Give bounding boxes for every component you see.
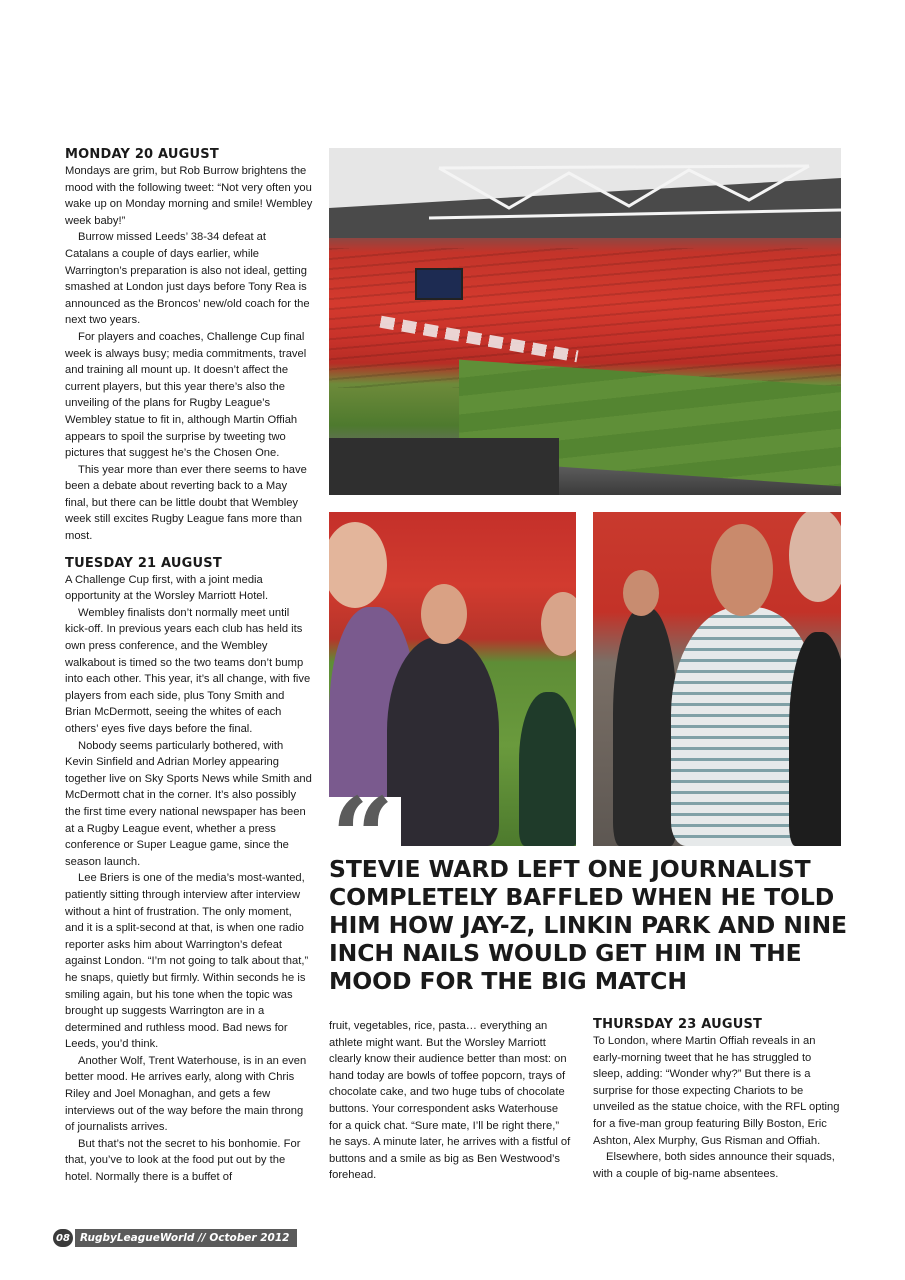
thursday-heading: THURSDAY 23 AUGUST bbox=[593, 1017, 763, 1032]
press-box-desks bbox=[329, 438, 559, 495]
footer-bar bbox=[75, 1229, 297, 1247]
thursday-paragraph-1: To London, where Martin Offiah reveals in an early-morning tweet that he has struggled to sleep, adding: “Wonder why?” But there is a surprise for those expecting Chariots to be unveiled as the statue choice, with the RFL opting for a five-man group featuring Billy Boston, Eric Ashton, Alex Murphy, Gus Risman and Offiah. bbox=[593, 1035, 840, 1147]
monday-paragraph-3: For players and coaches, Challenge Cup final week is always busy; media commitments, travel and training all mount up. It doesn’t affect the current players, but this year there’s also the unveiling of the plans for Rugby League’s Wembley statue to fit in, although Martin Offiah appears to spoil the surprise by tweeting two pictures that suggest he’s the Chosen One. bbox=[65, 330, 307, 460]
tuesday-heading: TUESDAY 21 AUGUST bbox=[65, 555, 222, 571]
monday-paragraph-2: Burrow missed Leeds’ 38-34 defeat at Catalans a couple of days earlier, while Warrington’s preparation is also not ideal, getting smashed at London just days before Tony Rea is announced as the Broncos’ new/old coach for the next two years. bbox=[65, 231, 310, 327]
stadium-roof-graphic bbox=[329, 148, 841, 238]
player-head bbox=[421, 584, 467, 644]
journalist-left-head bbox=[329, 522, 387, 608]
quote-mark-glyph: “ bbox=[331, 773, 395, 902]
tuesday-paragraph-1: A Challenge Cup first, with a joint media opportunity at the Worsley Marriott Hotel. bbox=[65, 573, 269, 603]
issue-date: October 2012 bbox=[209, 1232, 290, 1244]
pull-quote-text: STEVIE WARD LEFT ONE JOURNALIST COMPLETELY BAFFLED WHEN HE TOLD HIM HOW JAY-Z, LINKIN PARK AND NINE INCH NAILS WOULD GET HIM IN THE MOOD FOR THE BIG MATCH bbox=[329, 855, 847, 995]
thursday-paragraph-2: Elsewhere, both sides announce their squads, with a couple of big-name absentees. bbox=[593, 1151, 835, 1180]
footer-separator: // bbox=[194, 1232, 210, 1244]
middle-paragraph: fruit, vegetables, rice, pasta… everything an athlete might want. But the Worsley Marriott clearly know their audience better than most: on hand today are bowls of toffee popcorn, trays of chocolate cake, and two huge tubs of chocolate buttons. Your correspondent asks Waterhouse for a quick chat. “Sure mate, I’ll be right there,” he says. A minute later, he arrives with a fistful of buttons and a smile as big as Ben Westwood’s forehead. bbox=[329, 1020, 571, 1182]
monday-heading: MONDAY 20 AUGUST bbox=[65, 147, 219, 162]
tuesday-paragraph-5: Another Wolf, Trent Waterhouse, is in an even better mood. He arrives early, along with Chris Riley and Joel Monaghan, and gets a few interviews out of the way before the main throng of journalists arrives. bbox=[65, 1054, 307, 1134]
tuesday-paragraph-6: But that’s not the secret to his bonhomie. For that, you’ve to look at the food put out by the hotel. Normally there is a buffet of bbox=[65, 1137, 301, 1184]
monday-paragraph-4: This year more than ever there seems to have been a debate about reverting back to a May final, but there can be little doubt that Wembley week still excites Rugby League fans more than most. bbox=[65, 463, 307, 543]
tuesday-paragraph-4: Lee Briers is one of the media’s most-wanted, patiently sitting through interview after interview without a hint of frustration. The only moment, and it is a split-second at that, is when one radio reporter asks him about Warrington’s defeat against London. “I’m not going to talk about that,” he snaps, quietly but firmly. Within seconds he is smiling again, but his tone when the topic was brought up suggests Warrington are in a determined and ruthless mood. Bad news for Leeds, you’d think. bbox=[65, 872, 309, 1051]
right-column bbox=[593, 1016, 841, 1182]
left-column bbox=[65, 146, 313, 1186]
coach-head bbox=[711, 524, 773, 616]
pull-quote-block bbox=[329, 773, 857, 1007]
reporter-right-head bbox=[789, 512, 841, 602]
journalist-right-head bbox=[541, 592, 576, 656]
coach-interview-photo bbox=[593, 512, 841, 846]
tuesday-paragraph-3: Nobody seems particularly bothered, with Kevin Sinfield and Adrian Morley appearing together live on Sky Sports News while Smith and McDermott chat in the corner. It’s also possibly the first time every national newspaper has been at a Rugby League event, whether a press conference or Super League game, since the season launch. bbox=[65, 739, 312, 868]
middle-column bbox=[329, 1018, 574, 1184]
tuesday-paragraph-2: Wembley finalists don’t normally meet until kick-off. In previous years each club has held its own press conference, and the Wembley walkabout is timed so the two teams don’t bump into each other. This year, it’s all change, with five players from each side, plus Tony Smith and Brian McDermott, seeing the whites of each others’ eyes five days before the final. bbox=[65, 606, 311, 735]
page-footer bbox=[53, 1229, 297, 1247]
stadium-seats bbox=[329, 248, 841, 388]
magazine-name: RugbyLeagueWorld bbox=[80, 1232, 195, 1244]
page-number: 08 bbox=[53, 1229, 73, 1247]
wembley-stadium-photo bbox=[329, 148, 841, 495]
quote-mark-icon bbox=[329, 773, 401, 902]
cameraman-head bbox=[623, 570, 659, 616]
monday-paragraph-1: Mondays are grim, but Rob Burrow brightens the mood with the following tweet: “Not very often you wake up on Monday morning and smile! Wembley week baby!” bbox=[65, 165, 313, 227]
stadium-big-screen bbox=[415, 268, 463, 300]
